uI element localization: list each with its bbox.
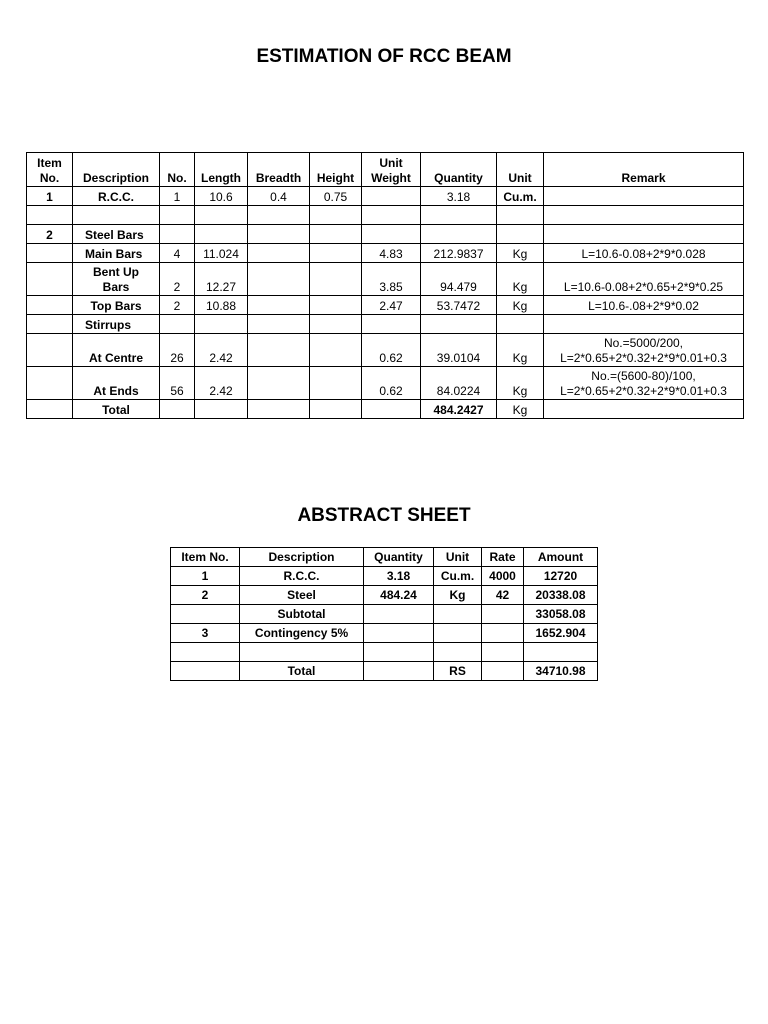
cell-unit: Cu.m. [434,567,482,586]
cell-breadth [248,367,310,400]
cell-height [310,206,362,225]
cell-height [310,315,362,334]
cell-item: 1 [27,187,73,206]
cell-height [310,334,362,367]
header-quantity: Quantity [421,153,497,187]
table-row-total [27,400,744,419]
cell-breadth [248,225,310,244]
cell-height [310,263,362,296]
cell-item [27,334,73,367]
table-row [27,206,744,225]
cell-unit-weight: 4.83 [362,244,421,263]
cell-description [73,206,160,225]
cell-remark [544,315,744,334]
cell-item: 2 [27,225,73,244]
cell-length [195,315,248,334]
header-unit-weight: Unit Weight [362,153,421,187]
estimation-table [26,152,744,419]
cell-item [27,367,73,400]
cell-remark: L=10.6-0.08+2*9*0.028 [544,244,744,263]
cell-quantity: 484.2427 [421,400,497,419]
cell-description: Top Bars [73,296,160,315]
cell-height [310,244,362,263]
cell-unit: Kg [497,367,544,400]
cell-breadth [248,334,310,367]
table-row [27,296,744,315]
cell-remark [544,206,744,225]
cell-height [310,400,362,419]
cell-rate [482,605,524,624]
header-unit: Unit [434,548,482,567]
cell-unit-weight: 2.47 [362,296,421,315]
table-row [27,187,744,206]
cell-unit [497,206,544,225]
cell-unit: Kg [434,586,482,605]
cell-no: 1 [160,187,195,206]
cell-unit-weight [362,206,421,225]
cell-description: Steel [240,586,364,605]
cell-description: Subtotal [240,605,364,624]
cell-description: Main Bars [73,244,160,263]
abstract-table [170,547,598,681]
cell-breadth [248,315,310,334]
cell-length [195,206,248,225]
cell-quantity: 84.0224 [421,367,497,400]
estimation-header-row [27,153,744,187]
table-row [27,315,744,334]
cell-item [27,206,73,225]
cell-unit-weight: 3.85 [362,263,421,296]
cell-quantity: 3.18 [364,567,434,586]
cell-breadth [248,296,310,315]
cell-item: 2 [171,586,240,605]
cell-quantity [364,624,434,643]
header-item-no: Item No. [171,548,240,567]
cell-height [310,225,362,244]
header-amount: Amount [524,548,598,567]
cell-description: Steel Bars [73,225,160,244]
header-item-no: Item No. [27,153,73,187]
cell-unit-weight [362,400,421,419]
cell-length: 2.42 [195,334,248,367]
cell-rate [482,643,524,662]
table-row [171,643,598,662]
header-remark: Remark [544,153,744,187]
header-no: No. [160,153,195,187]
cell-description: Total [73,400,160,419]
cell-item [171,605,240,624]
table-row [171,567,598,586]
cell-remark [544,400,744,419]
header-height: Height [310,153,362,187]
cell-unit [497,315,544,334]
cell-amount: 34710.98 [524,662,598,681]
cell-rate: 4000 [482,567,524,586]
cell-breadth [248,244,310,263]
cell-item [27,315,73,334]
cell-amount: 20338.08 [524,586,598,605]
cell-no [160,225,195,244]
cell-quantity: 53.7472 [421,296,497,315]
header-description: Description [240,548,364,567]
cell-breadth [248,263,310,296]
cell-no: 56 [160,367,195,400]
cell-unit-weight [362,315,421,334]
cell-unit: RS [434,662,482,681]
cell-height: 0.75 [310,187,362,206]
cell-no [160,315,195,334]
table-row [27,225,744,244]
cell-height [310,296,362,315]
cell-remark: No.=5000/200, L=2*0.65+2*0.32+2*9*0.01+0.3 [544,334,744,367]
cell-breadth [248,206,310,225]
cell-unit: Kg [497,400,544,419]
cell-description [240,643,364,662]
abstract-title: ABSTRACT SHEET [297,505,471,526]
cell-unit-weight [362,187,421,206]
cell-quantity [364,605,434,624]
header-breadth: Breadth [248,153,310,187]
cell-quantity: 39.0104 [421,334,497,367]
cell-unit: Kg [497,263,544,296]
cell-length: 10.6 [195,187,248,206]
cell-amount: 12720 [524,567,598,586]
cell-remark [544,187,744,206]
cell-quantity [364,643,434,662]
cell-unit: Kg [497,334,544,367]
cell-unit-weight: 0.62 [362,334,421,367]
cell-description: R.C.C. [73,187,160,206]
table-row-total [171,662,598,681]
table-row [171,624,598,643]
header-rate: Rate [482,548,524,567]
cell-amount [524,643,598,662]
table-row [27,263,744,296]
cell-rate [482,662,524,681]
cell-unit: Kg [497,244,544,263]
cell-no [160,206,195,225]
estimation-title: ESTIMATION OF RCC BEAM [256,46,512,67]
cell-quantity: 212.9837 [421,244,497,263]
cell-item [27,263,73,296]
cell-breadth: 0.4 [248,187,310,206]
table-row [27,334,744,367]
cell-description: Bent Up Bars [73,263,160,296]
cell-quantity [421,315,497,334]
cell-item [171,662,240,681]
cell-no [160,400,195,419]
cell-item [27,244,73,263]
cell-quantity [421,206,497,225]
cell-item: 1 [171,567,240,586]
table-row [171,605,598,624]
cell-no: 2 [160,296,195,315]
cell-unit [434,643,482,662]
cell-length [195,225,248,244]
cell-quantity [421,225,497,244]
cell-quantity: 94.479 [421,263,497,296]
cell-remark [544,225,744,244]
cell-unit: Kg [497,296,544,315]
cell-quantity [364,662,434,681]
cell-item [27,296,73,315]
cell-rate: 42 [482,586,524,605]
cell-unit: Cu.m. [497,187,544,206]
abstract-header-row [171,548,598,567]
cell-unit [434,624,482,643]
cell-length: 12.27 [195,263,248,296]
table-row [171,586,598,605]
cell-unit-weight: 0.62 [362,367,421,400]
cell-unit [434,605,482,624]
cell-remark: L=10.6-0.08+2*0.65+2*9*0.25 [544,263,744,296]
cell-description: Total [240,662,364,681]
cell-breadth [248,400,310,419]
cell-unit [497,225,544,244]
cell-description: At Centre [73,334,160,367]
cell-description: Contingency 5% [240,624,364,643]
cell-remark: L=10.6-.08+2*9*0.02 [544,296,744,315]
cell-length: 11.024 [195,244,248,263]
cell-length: 10.88 [195,296,248,315]
cell-item [27,400,73,419]
cell-no: 4 [160,244,195,263]
cell-description: At Ends [73,367,160,400]
cell-no: 26 [160,334,195,367]
cell-description: R.C.C. [240,567,364,586]
cell-item: 3 [171,624,240,643]
cell-description: Stirrups [73,315,160,334]
table-row [27,367,744,400]
cell-height [310,367,362,400]
cell-no: 2 [160,263,195,296]
cell-amount: 33058.08 [524,605,598,624]
header-length: Length [195,153,248,187]
cell-length [195,400,248,419]
header-unit: Unit [497,153,544,187]
table-row [27,244,744,263]
header-description: Description [73,153,160,187]
cell-item [171,643,240,662]
cell-quantity: 484.24 [364,586,434,605]
cell-length: 2.42 [195,367,248,400]
cell-rate [482,624,524,643]
cell-amount: 1652.904 [524,624,598,643]
cell-unit-weight [362,225,421,244]
header-quantity: Quantity [364,548,434,567]
cell-quantity: 3.18 [421,187,497,206]
cell-remark: No.=(5600-80)/100, L=2*0.65+2*0.32+2*9*0.01+0.3 [544,367,744,400]
